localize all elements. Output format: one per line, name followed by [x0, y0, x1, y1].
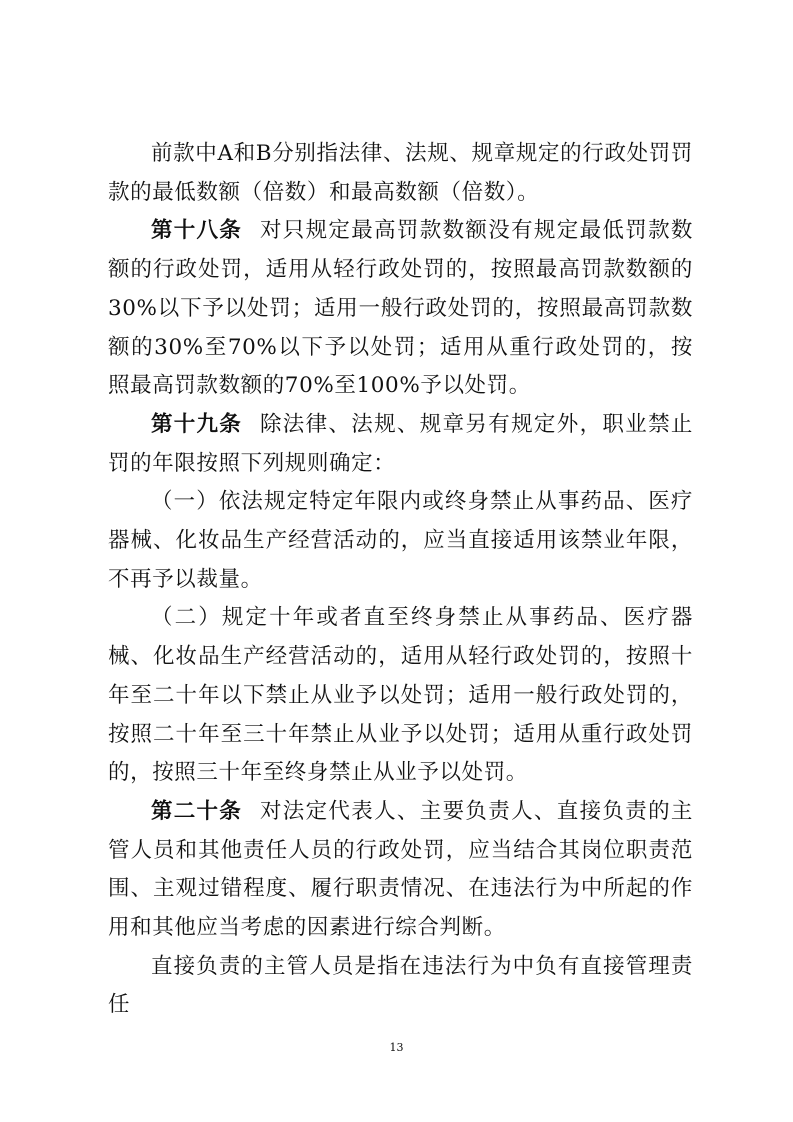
paragraph-text: 前款中A和B分别指法律、法规、规章规定的行政处罚罚款的最低数额（倍数）和最高数额（倍数）。: [108, 141, 693, 205]
paragraph-text: 直接负责的主管人员是指在违法行为中负有直接管理责任: [108, 953, 693, 1018]
article-18-text: 对只规定最高罚款数额没有规定最低罚款数额的行政处罚，适用从轻行政处罚的，按照最高罚款数额的30%以下予以处罚；适用一般行政处罚的，按照最高罚款数额的30%至70%以下予以处罚；适用从重行政处罚的，按照最高罚款数额的70%至100%予以处罚。: [108, 218, 693, 399]
paragraph-supervisor-definition: [108, 948, 693, 1025]
article-19-title: 第十九条: [151, 411, 242, 437]
article-18: [108, 212, 693, 406]
article-19-text: 除法律、法规、规章另有规定外，职业禁止罚的年限按照下列规则确定：: [108, 411, 693, 476]
article-20-text: 对法定代表人、主要负责人、直接负责的主管人员和其他责任人员的行政处罚，应当结合其岗位职责范围、主观过错程度、履行职责情况、在违法行为中所起的作用和其他应当考虑的因素进行综合判断。: [108, 798, 693, 941]
paragraph-definition-note: [108, 135, 693, 212]
item-1-text: （一）依法规定特定年限内或终身禁止从事药品、医疗器械、化妆品生产经营活动的，应当直接适用该禁业年限，不再予以裁量。: [108, 489, 693, 592]
article-20: [108, 793, 693, 948]
item-2-text: （二）规定十年或者直至终身禁止从事药品、医疗器械、化妆品生产经营活动的，适用从轻行政处罚的，按照十年至二十年以下禁止从业予以处罚；适用一般行政处罚的，按照二十年至三十年禁止从业予以处罚；适用从重行政处罚的，按照三十年至终身禁止从业予以处罚。: [108, 605, 693, 786]
article-19-item-2: [108, 599, 693, 793]
article-20-title: 第二十条: [151, 798, 242, 824]
article-19: [108, 406, 693, 483]
article-18-title: 第十八条: [151, 218, 242, 244]
article-19-item-1: [108, 483, 693, 599]
document-body: [108, 135, 693, 1025]
page-number: 13: [389, 1041, 404, 1054]
